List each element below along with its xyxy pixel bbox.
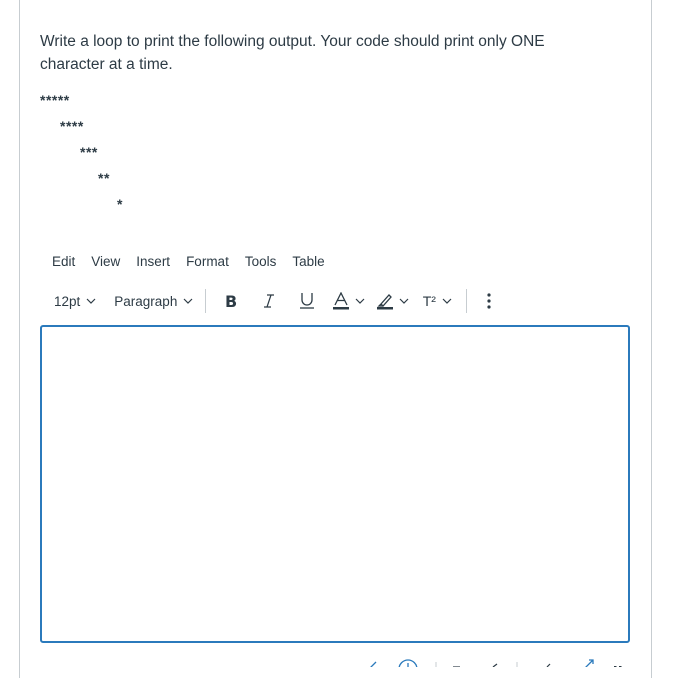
pattern-line-3: *** — [80, 144, 98, 160]
bold-icon — [223, 293, 239, 309]
menu-table[interactable]: Table — [292, 254, 325, 269]
editor-statusbar-partial — [360, 656, 630, 667]
more-options-button[interactable] — [485, 293, 493, 309]
underline-icon — [299, 292, 315, 310]
pattern-line-1: ***** — [40, 92, 70, 108]
menu-view[interactable]: View — [91, 254, 121, 269]
highlighter-icon — [377, 292, 393, 310]
italic-button[interactable] — [256, 293, 282, 309]
font-size-dropdown[interactable] — [54, 294, 96, 309]
underline-button[interactable] — [294, 292, 320, 310]
chevron-down-icon — [183, 298, 193, 304]
text-color-icon — [333, 292, 349, 310]
question-text: Write a loop to print the following output. Your code should print only ONE character at a time. — [40, 33, 545, 73]
chevron-down-icon — [442, 298, 452, 304]
statusbar-icons — [360, 658, 630, 667]
highlight-color-button[interactable] — [376, 292, 410, 310]
menu-insert[interactable]: Insert — [136, 254, 171, 269]
chevron-down-icon — [86, 298, 96, 304]
block-format-value: Paragraph — [114, 293, 178, 309]
pattern-line-4: ** — [98, 170, 110, 186]
pattern-line-2: **** — [60, 118, 84, 134]
chevron-down-icon — [399, 298, 409, 304]
more-vertical-icon — [487, 293, 491, 309]
text-color-button[interactable] — [332, 292, 366, 310]
chevron-down-icon — [355, 298, 365, 304]
font-size-value: 12pt — [54, 293, 81, 309]
block-format-dropdown[interactable] — [114, 294, 193, 309]
editor-menubar — [52, 254, 341, 274]
pattern-line-5: * — [117, 196, 123, 212]
superscript-button[interactable] — [420, 293, 454, 309]
bold-button[interactable] — [218, 293, 244, 309]
menu-tools[interactable]: Tools — [244, 254, 277, 269]
toolbar-divider — [205, 289, 206, 313]
menu-edit[interactable]: Edit — [52, 254, 76, 269]
toolbar-divider — [466, 289, 467, 313]
italic-icon — [261, 293, 277, 309]
editor-toolbar — [54, 288, 493, 314]
svg-text:B: B — [225, 293, 238, 309]
code-answer-editor[interactable] — [40, 325, 630, 643]
superscript-icon: T² — [422, 293, 436, 309]
menu-format[interactable]: Format — [186, 254, 229, 269]
